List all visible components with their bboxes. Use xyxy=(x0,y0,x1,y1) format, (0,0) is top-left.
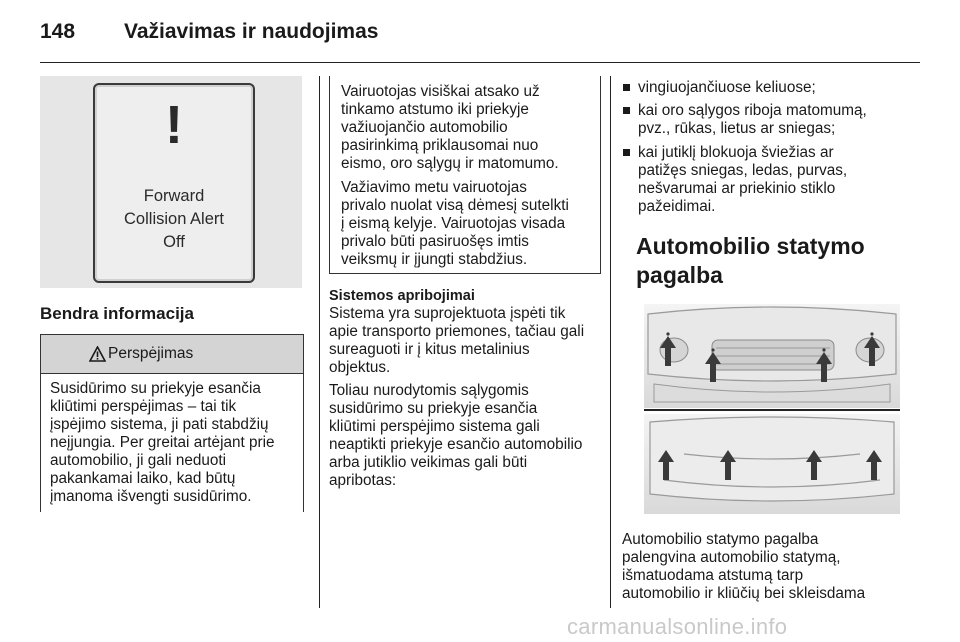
text-line: Automobilio statymo xyxy=(636,233,865,259)
text-line: važiuojančio automobilio xyxy=(341,119,508,136)
text-line: automobilio ir kliūčių bei skleisdama xyxy=(622,585,866,602)
text-line: veiksmų ir įjungti stabdžius. xyxy=(341,251,528,268)
text-line: įspėjimo sistema, ji pati stabdžių xyxy=(50,416,269,433)
text-line: įmanoma išvengti susidūrimo. xyxy=(50,488,252,505)
text-line: Toliau nurodytomis sąlygomis xyxy=(329,382,529,399)
text-line: neaptikti priekyje esančio automobilio xyxy=(329,436,583,453)
warning-triangle-icon xyxy=(89,346,106,362)
text-line: Susidūrimo su priekyje esančia xyxy=(50,380,261,397)
text-line: pvz., rūkas, lietus ar sniegas; xyxy=(638,120,836,138)
text-line: objektus. xyxy=(329,359,391,376)
text-line: tinkamo atstumo iki priekyje xyxy=(341,101,529,118)
text-line: privalo nuolat visą dėmesį sutelkti xyxy=(341,197,569,214)
text-line: kai oro sąlygos riboja matomumą, xyxy=(638,102,867,120)
fcw-line-2: Collision Alert xyxy=(124,210,224,228)
driver-responsibility-box xyxy=(329,76,601,274)
warning-text xyxy=(50,380,275,506)
list-item xyxy=(622,144,867,217)
text-line: kliūtimi perspėjimas – tai tik xyxy=(50,398,237,415)
limits-paragraph-1 xyxy=(329,305,584,377)
text-line: pasirinkimą priklausomai nuo xyxy=(341,137,539,154)
text-line: Sistema yra suprojektuota įspėti tik xyxy=(329,305,566,322)
text-line: sureaguoti ir į kitus metalinius xyxy=(329,341,530,358)
text-line: Važiavimo metu vairuotojas xyxy=(341,179,527,196)
running-title: Važiavimas ir naudojimas xyxy=(124,20,379,43)
fcw-display-illustration xyxy=(40,76,302,288)
fcw-display-screen xyxy=(93,83,255,283)
section-title-parking-assist xyxy=(636,232,865,290)
text-line: vingiuojančiuose keliuose; xyxy=(638,79,816,96)
text-line: išmatuodama atstumą tarp xyxy=(622,567,804,584)
list-item xyxy=(622,79,867,97)
bullet-square-icon xyxy=(623,107,630,114)
text-line: apie transporto priemones, tačiau gali xyxy=(329,323,585,340)
fcw-line-1: Forward xyxy=(143,187,205,205)
text-line: neįjungia. Per greitai artėjant prie xyxy=(50,434,275,451)
page-number: 148 xyxy=(40,20,76,43)
text-line: pagalba xyxy=(636,262,723,288)
column-divider-right xyxy=(610,76,611,608)
subheading-system-limits: Sistemos apribojimai xyxy=(329,288,475,304)
responsibility-paragraph-1 xyxy=(341,83,559,173)
responsibility-paragraph-2 xyxy=(341,179,569,269)
watermark-text: carmanualsonline.info xyxy=(567,614,788,639)
list-item xyxy=(622,102,867,138)
limits-paragraph-2 xyxy=(329,382,582,490)
text-line: privalo būti pasiruošęs imtis xyxy=(341,233,529,250)
fcw-exclamation-icon: ! xyxy=(165,95,183,155)
text-line: palengvina automobilio statymą, xyxy=(622,549,841,566)
page-header xyxy=(40,18,920,63)
text-line: eismo, oro sąlygų ir matomumo. xyxy=(341,155,559,172)
column-divider-left xyxy=(319,76,320,608)
warning-box xyxy=(40,334,304,512)
text-line: susidūrimo su priekyje esančia xyxy=(329,400,538,417)
subheading-general-info: Bendra informacija xyxy=(40,304,194,323)
text-line: patižęs sniegas, ledas, purvas, xyxy=(638,161,848,179)
bullet-square-icon xyxy=(623,149,630,156)
limitations-list xyxy=(622,79,867,221)
text-line: automobilio, ji gali neduoti xyxy=(50,452,227,469)
warning-title: Perspėjimas xyxy=(108,345,194,362)
text-line: nešvarumai ar priekinio stiklo xyxy=(638,180,836,198)
warning-header xyxy=(41,334,303,374)
parking-sensors-illustration xyxy=(644,304,900,514)
text-line: pakankamai laiko, kad būtų xyxy=(50,470,236,487)
text-line: į eismą kelyje. Vairuotojas visada xyxy=(341,215,566,232)
text-line: Automobilio statymo pagalba xyxy=(622,531,819,548)
text-line: Vairuotojas visiškai atsako už xyxy=(341,83,540,100)
text-line: kliūtimi perspėjimo sistema gali xyxy=(329,418,540,435)
text-line: apribotas: xyxy=(329,472,397,489)
bullet-square-icon xyxy=(623,84,630,91)
text-line: kai jutiklį blokuoja šviežias ar xyxy=(638,143,834,161)
parking-assist-intro xyxy=(622,531,865,603)
text-line: pažeidimai. xyxy=(638,198,716,216)
fcw-line-3: Off xyxy=(163,233,185,251)
text-line: arba jutiklio veikimas gali būti xyxy=(329,454,528,471)
